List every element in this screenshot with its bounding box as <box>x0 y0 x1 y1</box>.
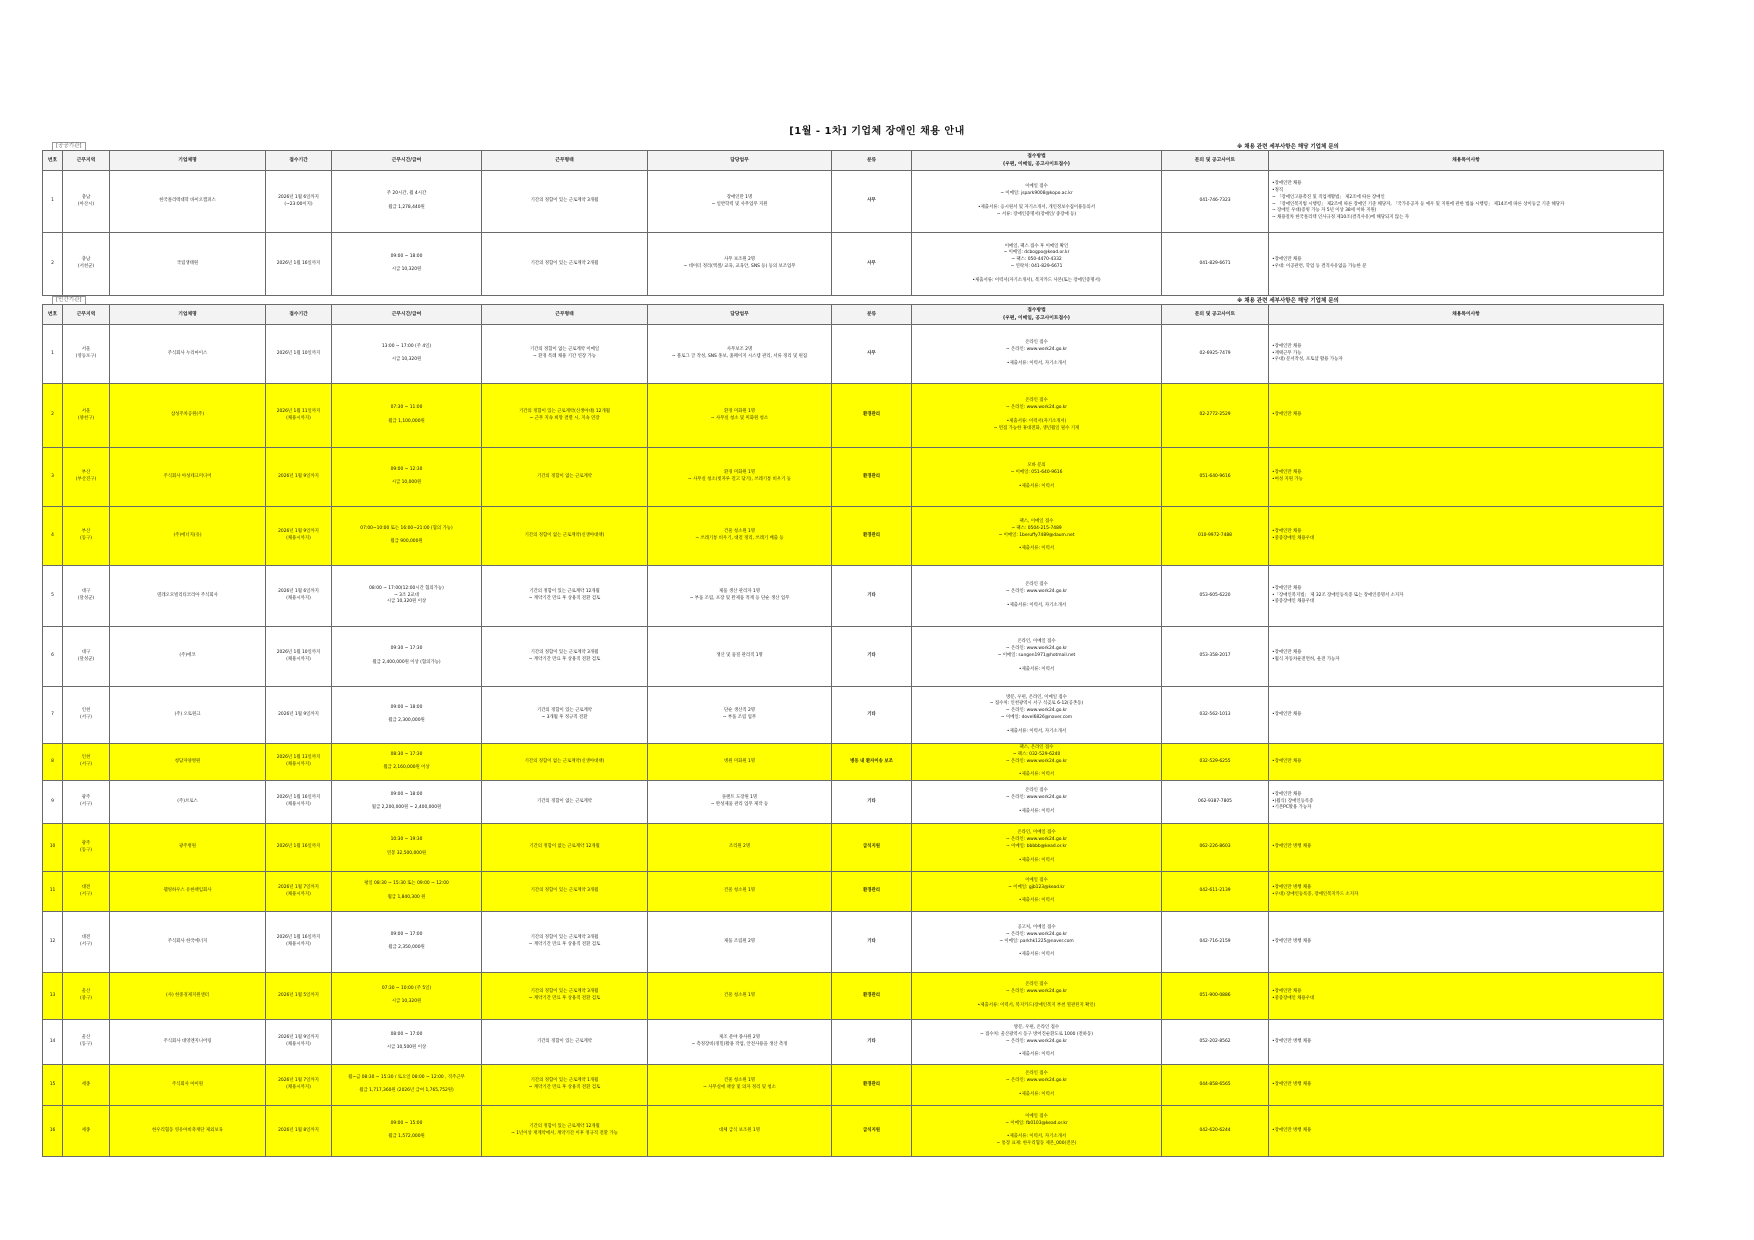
cell-job-duty: 환경 미화원 1명 ~ 사무실 청소 및 미화원 청소 <box>648 384 832 448</box>
cell-row-number: 9 <box>43 781 63 824</box>
cell-row-number: 5 <box>43 566 63 627</box>
column-header-application-period: 접수기간 <box>266 305 332 325</box>
cell-job-duty: 플랜트 도장원 1명 ~ 완성제품 관리 업무 제작 등 <box>648 781 832 824</box>
cell-company-name: (주) 오토원크 <box>110 687 266 744</box>
cell-employment-type: 기간의 정함이 있는 근로계약 3개월 <box>482 872 648 912</box>
cell-hiring-notes: •장애인만 채용 •중증장애인 채용우대 <box>1269 973 1664 1020</box>
cell-job-duty: 생산 및 품질 관리직 1명 <box>648 627 832 687</box>
cell-contact-info: 042-611-2139 <box>1162 872 1269 912</box>
cell-company-name: 주식회사 한국에너지 <box>110 912 266 973</box>
column-header-employment-type: 근무형태 <box>482 151 648 171</box>
cell-application-method: 이메일, 팩스 접수 후 이메일 확인 ~ 이메일: dcbogpo@kead.or.kr ~ 팩스: 050-4470-4332 ~ 연락처: 041-829-6671 •제출서류: 이력서(자기소개서), 복지카드 사본(또는 장애인증명서) <box>912 233 1162 296</box>
cell-work-hours-pay: 09:00 ~ 18:00 월급 2,300,000원 <box>332 687 482 744</box>
column-header-job-duty: 담당업무 <box>648 305 832 325</box>
cell-job-category: 사무 <box>832 325 912 384</box>
cell-application-method: 온라인 접수 ~ 온라인: www.work24.go.kr •제출서류: 이력서 <box>912 1065 1162 1106</box>
cell-job-category: 환경관리 <box>832 973 912 1020</box>
cell-hiring-notes: •장애인만 채용 •중증장애인 채용우대 <box>1269 507 1664 566</box>
cell-job-category: 환경관리 <box>832 872 912 912</box>
cell-application-period: 2026년 1월 6일까지 (채용시까지) <box>266 566 332 627</box>
table-row <box>43 384 1664 448</box>
cell-work-region: 대구 (달성군) <box>63 566 110 627</box>
cell-job-duty: 건물 청소원 1명 <box>648 872 832 912</box>
cell-hiring-notes: •장애인만 병행 채용 <box>1269 1065 1664 1106</box>
cell-application-period: 2026년 1월 10일까지 (채용시까지) <box>266 627 332 687</box>
table-row <box>43 325 1664 384</box>
cell-job-category: 기타 <box>832 627 912 687</box>
cell-row-number: 2 <box>43 233 63 296</box>
cell-employment-type: 기간의 정함이 없는 근로계약 12개월 <box>482 824 648 872</box>
table-row <box>43 233 1664 296</box>
column-header-row-number: 번호 <box>43 305 63 325</box>
cell-work-hours-pay: 10:30 ~ 19:30 연봉 32,500,000원 <box>332 824 482 872</box>
cell-job-duty: 건물 청소원 1명 <box>648 973 832 1020</box>
cell-job-duty: 조리원 2명 <box>648 824 832 872</box>
cell-work-region: 서울 (영등포구) <box>63 325 110 384</box>
cell-employment-type: 기간의 정함이 있는 근로계약 12개월 ~ 1년이상 재계약에서, 계약기간 이후 정규직 전환 가능 <box>482 1106 648 1157</box>
public-section-label: [공공기관] <box>52 142 86 151</box>
table-row <box>43 824 1664 872</box>
cell-job-duty: 대체 급식 보조원 1명 <box>648 1106 832 1157</box>
cell-job-duty: 제조 분야 종사원 2명 ~ 측정장비(정밀)활용 작업, 안전사용을 생산 측정 <box>648 1020 832 1065</box>
private-jobs-table <box>42 304 1664 1157</box>
cell-work-region: 대전 (서구) <box>63 912 110 973</box>
cell-company-name: (사) 한중경제지원센터 <box>110 973 266 1020</box>
cell-work-region: 세종 <box>63 1106 110 1157</box>
cell-row-number: 2 <box>43 384 63 448</box>
cell-company-name: 한우리협동 영유아비축재단 제외보육 <box>110 1106 266 1157</box>
cell-application-method: 온라인 접수 ~ 온라인: www.work24.go.kr •제출서류: 이력서, 자기소개서 <box>912 566 1162 627</box>
cell-work-hours-pay: 13:00 ~ 17:00 (주 4일) 시급 10,320원 <box>332 325 482 384</box>
cell-employment-type: 기간의 정함이 있는 근로계약 3개월 ~ 계약기간 만료 후 상용직 전환 검토 <box>482 973 648 1020</box>
cell-employment-type: 기간의 정함이 없는 근로계약(신생아대책) <box>482 744 648 781</box>
column-header-hiring-notes: 채용특이사항 <box>1269 151 1664 171</box>
cell-contact-info: 052-202-8562 <box>1162 1020 1269 1065</box>
cell-work-region: 울산 (중구) <box>63 973 110 1020</box>
cell-row-number: 7 <box>43 687 63 744</box>
cell-row-number: 16 <box>43 1106 63 1157</box>
cell-job-duty: 건물 청소원 1명 ~ 쓰레기통 비우기, 대걸 정리, 쓰레기 배출 등 <box>648 507 832 566</box>
cell-work-hours-pay: 09:00 ~ 18:00 월급 2,200,000원 ~ 2,400,000원 <box>332 781 482 824</box>
cell-job-duty: 단순 생산직 2명 ~ 부품 조립 업무 <box>648 687 832 744</box>
cell-hiring-notes: •장애인만 채용 •(월식) 장애인등록증 •기본PC활용 가능자 <box>1269 781 1664 824</box>
cell-application-method: 모바 문의 ~ 이메일: 051-640-9616 •제출서류: 이력서 <box>912 448 1162 507</box>
cell-company-name: 청담자양병원 <box>110 744 266 781</box>
table-row <box>43 448 1664 507</box>
cell-company-name: 델레오모빌리티코리아 주식회사 <box>110 566 266 627</box>
cell-work-region: 인천 (서구) <box>63 687 110 744</box>
cell-company-name: 주식회사 아성테크미디어 <box>110 448 266 507</box>
cell-application-period: 2026년 1월 7일까지 (채용시까지) <box>266 872 332 912</box>
cell-contact-info: 062-9387-7805 <box>1162 781 1269 824</box>
cell-row-number: 12 <box>43 912 63 973</box>
table-row <box>43 1106 1664 1157</box>
cell-row-number: 15 <box>43 1065 63 1106</box>
cell-job-category: 급식지원 <box>832 824 912 872</box>
cell-company-name: (주)에너지(유) <box>110 507 266 566</box>
cell-employment-type: 기간의 정함이 없는 근로계약 <box>482 781 648 824</box>
table-row <box>43 566 1664 627</box>
cell-hiring-notes: •장애인만 채용 •「장애인복지법」 제 32조 장애인등록증 또는 장애인증명서 소지자 •중증장애인 채용우대 <box>1269 566 1664 627</box>
cell-employment-type: 기간의 정함이 있는 근로계약 3개월 ~ 계약기간 만료 후 상용직 전환 검토 <box>482 627 648 687</box>
cell-row-number: 11 <box>43 872 63 912</box>
cell-work-hours-pay: 09:00 ~ 18:00 시급 10,320원 <box>332 233 482 296</box>
column-header-work-region: 근무지역 <box>63 151 110 171</box>
cell-contact-info: 010-9972-7488 <box>1162 507 1269 566</box>
cell-work-hours-pay: 월~금 08:30 ~ 15:30 / 토요일 08:00 ~ 12:00 , 격주근무 월급 1,717,360원 (2026년 급여 1,765,752원) <box>332 1065 482 1106</box>
cell-work-hours-pay: 07:00~10:00 또는 16:00~21:00 (협의 가능) 월급 900,000원 <box>332 507 482 566</box>
cell-application-period: 2026년 1월 10일까지 <box>266 325 332 384</box>
cell-work-region: 서울 (양천구) <box>63 384 110 448</box>
cell-application-method: 온라인, 이메일 접수 ~ 온라인: www.work24.go.kr ~ 이메일: sungen1971@hotmail.net •제출서류: 이력서 <box>912 627 1162 687</box>
table-row <box>43 507 1664 566</box>
cell-employment-type: 기간의 정함이 있는 근로계약 3개월 <box>482 171 648 233</box>
private-section-note: ※ 채용 관련 세부사항은 해당 기업체 문의 <box>1237 298 1339 304</box>
cell-employment-type: 기간의 정함이 있는 근로계약 <box>482 1020 648 1065</box>
cell-application-period: 2026년 1월 16일까지 (채용시까지) <box>266 781 332 824</box>
cell-employment-type: 기간의 정함이 있는 근로계약 ~ 3개월 후 정규직 전환 <box>482 687 648 744</box>
cell-work-hours-pay: 주 20시간, 월 4시간 월급 1,278,440원 <box>332 171 482 233</box>
cell-hiring-notes: •장애인만 채용 <box>1269 744 1664 781</box>
cell-work-hours-pay: 08:00 ~ 17:00 시급 10,500원 이상 <box>332 1020 482 1065</box>
column-header-job-category: 분류 <box>832 151 912 171</box>
cell-job-duty: 제품 생산 관리자 1명 ~ 부품 조립, 포장 및 완제품 적재 등 단순 생산 업무 <box>648 566 832 627</box>
cell-job-category: 기타 <box>832 1020 912 1065</box>
cell-company-name: 국립생태원 <box>110 233 266 296</box>
cell-work-hours-pay: 09:00 ~ 17:00 월급 2,350,000원 <box>332 912 482 973</box>
cell-company-name: 주식회사 누리마이스 <box>110 325 266 384</box>
column-header-job-duty: 담당업무 <box>648 151 832 171</box>
cell-job-category: 급식지원 <box>832 1106 912 1157</box>
cell-application-method: 방문, 우편, 온라인, 이메일 접수 ~ 접수처: 인천광역시 서구 석곶로 6-12(공촌동) ~ 온라인: www.work24.go.kr ~ 이메일: dovel6826@naver.com •제출서류: 이력서, 자기소개서 <box>912 687 1162 744</box>
cell-contact-info: 051-900-0886 <box>1162 973 1269 1020</box>
cell-job-category: 병동 내 환자이송 보조 <box>832 744 912 781</box>
cell-hiring-notes: •장애인만 채용 •우대: 이공관련, 학업 등 결격사유없음 가능한 분 <box>1269 233 1664 296</box>
cell-application-period: 2026년 1월 6일까지 (~23:00이지) <box>266 171 332 233</box>
cell-employment-type: 기간의 정함이 있는 근로계약 3개월 ~ 계약기간 만료 후 상용직 전환 검토 <box>482 912 648 973</box>
cell-application-period: 2026년 1월 11일까지 (채용시까지) <box>266 384 332 448</box>
cell-job-duty: 제품 조립원 2명 <box>648 912 832 973</box>
cell-work-region: 부산 (동구) <box>63 507 110 566</box>
cell-application-method: 온라인 접수 ~ 온라인: www.work24.go.kr •제출서류: 이력서, 복지카드(장애인복지 부천 열관된지 확인) <box>912 973 1162 1020</box>
cell-contact-info: 042-716-2159 <box>1162 912 1269 973</box>
cell-company-name: (주)에코 <box>110 627 266 687</box>
cell-application-method: 온라인 접수 ~ 온라인: www.work24.go.kr •제출서류: 이력서, 자기소개서 <box>912 325 1162 384</box>
cell-application-method: 팩스, 이메일 접수 ~ 팩스: 0504-215-7489 ~ 이메일: 1beruffy7489@daum.net •제출서류: 이력서 <box>912 507 1162 566</box>
cell-row-number: 14 <box>43 1020 63 1065</box>
table-row <box>43 912 1664 973</box>
cell-work-hours-pay: 평일 08:30 ~ 15:30 또는 09:00 ~ 12:00 월급 1,840,300 원 <box>332 872 482 912</box>
cell-application-method: 이메일 접수 ~ 이메일: fb0103@kead.or.kr •제출서류: 이력서, 자기소개서 ~ 통장 표제: 한우리협동 제본_000(전본) <box>912 1106 1162 1157</box>
cell-application-period: 2026년 1월 9일까지 (채용시까지) <box>266 1020 332 1065</box>
cell-hiring-notes: •장애인만 병행 채용 •우대) 장애인등록증, 장애인복지카드 소지자 <box>1269 872 1664 912</box>
cell-hiring-notes: •장애인만 채용 •재택근무 가능 •우대) 문서작성, 포토샵 활용 가능자 <box>1269 325 1664 384</box>
cell-contact-info: 02-6925-7479 <box>1162 325 1269 384</box>
cell-application-period: 2026년 1월 16일까지 <box>266 824 332 872</box>
cell-contact-info: 042-620-6244 <box>1162 1106 1269 1157</box>
table-row <box>43 872 1664 912</box>
table-row <box>43 1065 1664 1106</box>
cell-hiring-notes: •장애인만 병행 채용 <box>1269 824 1664 872</box>
cell-hiring-notes: •장애인만 채용 •여성 지원 가능 <box>1269 448 1664 507</box>
cell-work-region: 부산 (부산진구) <box>63 448 110 507</box>
cell-hiring-notes: •장애인만 병행 채용 <box>1269 1106 1664 1157</box>
cell-contact-info: 041-829-6671 <box>1162 233 1269 296</box>
cell-application-method: 공고처, 이메일 접수 ~ 온라인: www.work24.go.kr ~ 이메일: parkhk1225@naver.com •제출서류: 이력서 <box>912 912 1162 973</box>
page-title: [1월 - 1차] 기업체 장애인 채용 안내 <box>789 126 965 137</box>
cell-work-region: 인천 (서구) <box>63 744 110 781</box>
cell-employment-type: 기간의 정함이 없는 근로계약 이메일 ~ 환경 특례 채용 기간 연장 가능 <box>482 325 648 384</box>
cell-employment-type: 기간의 정함이 없는 근로계약 <box>482 448 648 507</box>
cell-row-number: 6 <box>43 627 63 687</box>
cell-row-number: 1 <box>43 171 63 233</box>
cell-hiring-notes: •장애인만 채용 <box>1269 384 1664 448</box>
column-header-company-name: 기업체명 <box>110 305 266 325</box>
cell-contact-info: 041-746-7323 <box>1162 171 1269 233</box>
cell-application-period: 2026년 1월 16일까지 (채용시까지) <box>266 912 332 973</box>
cell-hiring-notes: •장애인만 병행 채용 <box>1269 912 1664 973</box>
table-row <box>43 973 1664 1020</box>
cell-work-hours-pay: 09:30 ~ 17:30 월급 2,400,000원 이상 (협의가능) <box>332 627 482 687</box>
cell-work-hours-pay: 08:30 ~ 17:30 월급 2,160,000원 이상 <box>332 744 482 781</box>
cell-application-method: 이메일 접수 ~ 이메일: jspark9008@kopo.ac.kr •제출서류: 응시원서 및 자기소개서, 개인정보수집이용동의서 ~ 서류: 장애인증명서(장애인/ 중장애 등) <box>912 171 1162 233</box>
cell-work-hours-pay: 08:00 ~ 17:00(12:00시간 협의가능) ~ 3조 2교대 시급 10,320원 이상 <box>332 566 482 627</box>
cell-work-hours-pay: 07:30 ~ 10:00 (주 5일) 시급 10,320원 <box>332 973 482 1020</box>
column-header-hiring-notes: 채용특이사항 <box>1269 305 1664 325</box>
column-header-company-name: 기업체명 <box>110 151 266 171</box>
cell-row-number: 4 <box>43 507 63 566</box>
cell-employment-type: 기간의 정함이 있는 근로계약(신생아대) 12개월 ~ 근무 지속 희망 결렬 시, 지속 연장 <box>482 384 648 448</box>
cell-row-number: 1 <box>43 325 63 384</box>
public-jobs-table <box>42 150 1664 296</box>
cell-application-period: 2026년 1월 16일까지 <box>266 233 332 296</box>
cell-application-method: 이메일 접수 ~ 이메일: gjb123@kead.kr •제출서류: 이력서 <box>912 872 1162 912</box>
column-header-work-region: 근무지역 <box>63 305 110 325</box>
cell-job-category: 환경관리 <box>832 384 912 448</box>
cell-company-name: 웰빙하우스 유한책임회사 <box>110 872 266 912</box>
column-header-contact-info: 문의 및 공고사이트 <box>1162 305 1269 325</box>
cell-work-hours-pay: 09:00 ~ 12:30 시급 10,000원 <box>332 448 482 507</box>
cell-work-region: 대전 (서구) <box>63 872 110 912</box>
cell-work-region: 대구 (달성군) <box>63 627 110 687</box>
column-header-application-method: 접수방법 (우편, 이메일, 공고사이트접수) <box>912 305 1162 325</box>
cell-work-region: 광주 (동구) <box>63 824 110 872</box>
cell-row-number: 3 <box>43 448 63 507</box>
column-header-work-hours-pay: 근무시간/급여 <box>332 151 482 171</box>
cell-contact-info: 062-226-8603 <box>1162 824 1269 872</box>
column-header-application-period: 접수기간 <box>266 151 332 171</box>
cell-hiring-notes: •장애인만 채용 •월식 자동차운전면허, 운전 가능자 <box>1269 627 1664 687</box>
column-header-row-number: 번호 <box>43 151 63 171</box>
cell-contact-info: 032-562-1013 <box>1162 687 1269 744</box>
cell-company-name: 주식회사 대영엔지니어링 <box>110 1020 266 1065</box>
cell-application-method: 방문, 우편, 온라인 접수 ~ 접수처: 울산광역시 동구 방어진순환도로 1000 (전하동) ~ 온라인: www.work24.go.kr •제출서류: 이력서 <box>912 1020 1162 1065</box>
cell-application-period: 2026년 1월 8일까지 <box>266 1106 332 1157</box>
cell-application-period: 2026년 1월 9일까지 (채용시까지) <box>266 507 332 566</box>
cell-work-region: 충남 (아산시) <box>63 171 110 233</box>
cell-job-category: 기타 <box>832 687 912 744</box>
column-header-job-category: 분류 <box>832 305 912 325</box>
cell-application-period: 2026년 1월 7일까지 (채용시까지) <box>266 1065 332 1106</box>
cell-job-duty: 환경 미화원 1명 ~ 사무실 청소(빗자루 걸고 닦기), 쓰레기통 비우기 등 <box>648 448 832 507</box>
cell-work-region: 충남 (서천군) <box>63 233 110 296</box>
cell-job-duty: 장애인만 1명 ~ 일반학력 및 사무업무 지원 <box>648 171 832 233</box>
cell-work-hours-pay: 09:00 ~ 15:00 월급 1,572,000원 <box>332 1106 482 1157</box>
cell-company-name: 주식회사 아이원 <box>110 1065 266 1106</box>
cell-contact-info: 051-640-9616 <box>1162 448 1269 507</box>
cell-job-category: 사무 <box>832 171 912 233</box>
table-row <box>43 1020 1664 1065</box>
cell-job-duty: 건물 청소원 1명 ~ 사무실에 책상 및 의자 정리 및 청소 <box>648 1065 832 1106</box>
cell-job-category: 기타 <box>832 566 912 627</box>
column-header-employment-type: 근무형태 <box>482 305 648 325</box>
cell-employment-type: 기간의 정함이 있는 근로계약 1개월 ~ 계약기간 만료 후 상용직 전환 검토 <box>482 1065 648 1106</box>
cell-work-region: 광주 (서구) <box>63 781 110 824</box>
cell-application-period: 2026년 1월 13일까지 (채용시까지) <box>266 744 332 781</box>
column-header-application-method: 접수방법 (우편, 이메일, 공고사이트접수) <box>912 151 1162 171</box>
table-row <box>43 687 1664 744</box>
cell-hiring-notes: •장애인만 채용 •정직 ~ 「장애인고용촉진 및 직업재활법」 제2조에 따른 장애인 ~ 「장애인복지법 시행령」 제2조에 따른 장애인 기준 해당자, 「국가유공자 등 예우 및 지원에 관한 법률 시행령」 제14조에 따른 상이등급 기준 해당자 ~ 장애인 우대(증빙 가능 자 5년 이상 38세 이하 지원) ~ 채용절차 한국폴리텍 인사규정 제10조(결격사유)에 해당되지 않는 자 <box>1269 171 1664 233</box>
column-header-work-hours-pay: 근무시간/급여 <box>332 305 482 325</box>
cell-job-category: 사무 <box>832 233 912 296</box>
cell-application-method: 온라인 접수 ~ 온라인: www.work24.go.kr •제출서류: 이력서 <box>912 781 1162 824</box>
cell-work-hours-pay: 07:30 ~ 11:00 월급 1,100,000원 <box>332 384 482 448</box>
cell-work-region: 세종 <box>63 1065 110 1106</box>
cell-company-name: 한국폴리텍대학 바이오캠퍼스 <box>110 171 266 233</box>
cell-job-category: 환경관리 <box>832 507 912 566</box>
cell-job-duty: 사무 보조원 2명 ~ 데이터 정리(엑셀/ 교육, 교육안, SNS 등) 등의 보조업무 <box>648 233 832 296</box>
table-row <box>43 627 1664 687</box>
cell-row-number: 8 <box>43 744 63 781</box>
cell-job-duty: 병원 미화원 1명 <box>648 744 832 781</box>
cell-hiring-notes: •장애인만 병행 채용 <box>1269 1020 1664 1065</box>
cell-application-method: 팩스, 온라인 접수 ~ 팩스: 032-529-6240 ~ 온라인: www.work24.go.kr •제출서류: 이력서 <box>912 744 1162 781</box>
cell-contact-info: 053-358-2017 <box>1162 627 1269 687</box>
private-section-label: [민간기관] <box>52 296 86 305</box>
table-row <box>43 781 1664 824</box>
cell-contact-info: 02-2772-2529 <box>1162 384 1269 448</box>
cell-employment-type: 기간의 정함이 있는 근로계약 12개월 ~ 계약기간 만료 후 상용직 전환 검토 <box>482 566 648 627</box>
cell-company-name: 삼성주차공원(주) <box>110 384 266 448</box>
table-row <box>43 171 1664 233</box>
table-row <box>43 744 1664 781</box>
public-section-note: ※ 채용 관련 세부사항은 해당 기업체 문의 <box>1237 144 1339 150</box>
cell-contact-info: 044-858-6565 <box>1162 1065 1269 1106</box>
cell-job-category: 환경관리 <box>832 1065 912 1106</box>
cell-job-category: 기타 <box>832 912 912 973</box>
cell-job-duty: 사무보조 2명 ~ 블로그 글 작성, SNS 홍보, 홈페이지 시스템 관리, 서류 정리 및 편집 <box>648 325 832 384</box>
cell-contact-info: 053-605-6220 <box>1162 566 1269 627</box>
cell-job-category: 환경관리 <box>832 448 912 507</box>
cell-application-period: 2026년 1월 5일까지 <box>266 973 332 1020</box>
cell-application-method: 온라인 접수 ~ 온라인: www.work24.go.kr •제출서류: 이력서(자기소개서) ~ 면접 가능한 휴대전화, 생년월일 필수 기재 <box>912 384 1162 448</box>
cell-company-name: (주)브로스 <box>110 781 266 824</box>
cell-employment-type: 기간의 정함이 없는 근로계약(신생아대책) <box>482 507 648 566</box>
cell-application-period: 2026년 1월 9일까지 <box>266 448 332 507</box>
cell-row-number: 10 <box>43 824 63 872</box>
cell-job-category: 기타 <box>832 781 912 824</box>
column-header-contact-info: 문의 및 공고사이트 <box>1162 151 1269 171</box>
cell-application-method: 온라인, 이메일 접수 ~ 온라인: www.work24.go.kr ~ 이메일: bbbbb@kead.or.kr •제출서류: 이력서 <box>912 824 1162 872</box>
cell-employment-type: 기간의 정함이 있는 근로계약 2개월 <box>482 233 648 296</box>
cell-company-name: 광주병원 <box>110 824 266 872</box>
cell-application-period: 2026년 1월 9일까지 <box>266 687 332 744</box>
cell-hiring-notes: •장애인만 채용 <box>1269 687 1664 744</box>
cell-contact-info: 032-529-6255 <box>1162 744 1269 781</box>
cell-row-number: 13 <box>43 973 63 1020</box>
cell-work-region: 울산 (동구) <box>63 1020 110 1065</box>
